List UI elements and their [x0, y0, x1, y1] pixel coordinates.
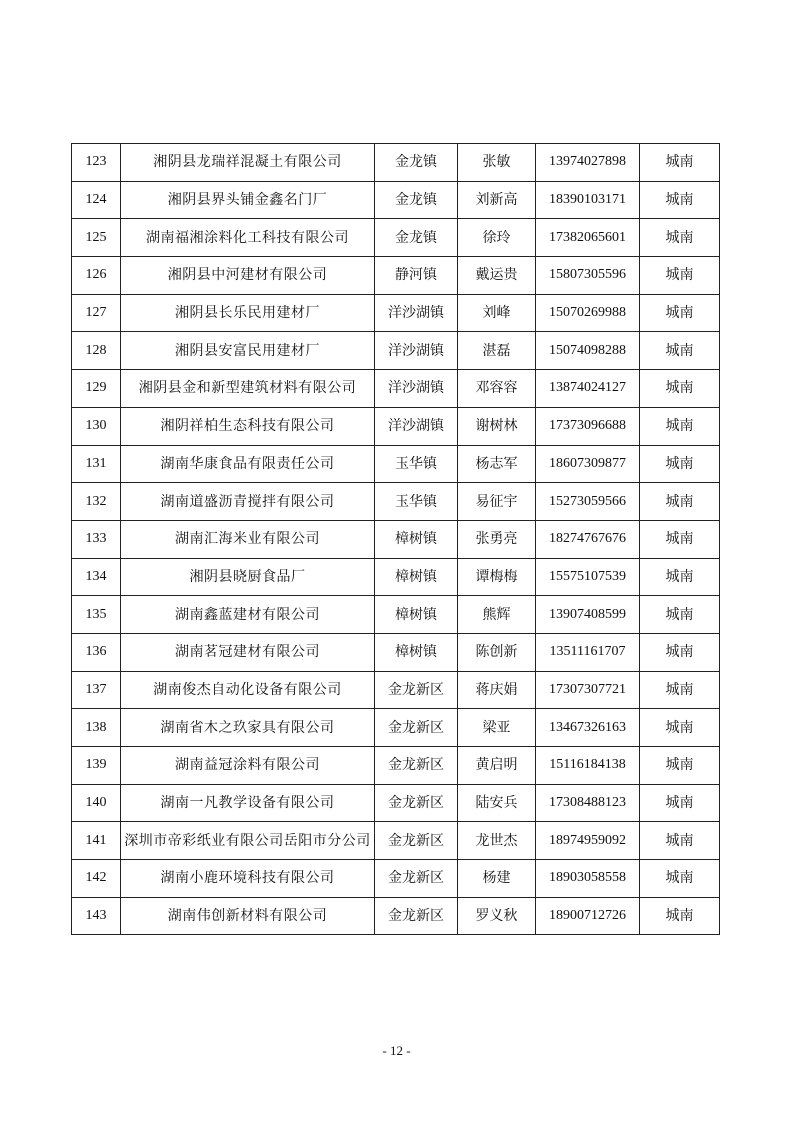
table-row	[72, 822, 720, 860]
phone-number-cell: 17382065601	[536, 219, 640, 257]
company-table-body	[72, 144, 720, 935]
table-row	[72, 897, 720, 935]
district-cell: 城南	[640, 144, 720, 182]
company-name-cell: 湖南一凡教学设备有限公司	[121, 784, 375, 822]
phone-number-cell: 18274767676	[536, 520, 640, 558]
phone-number-cell: 15070269988	[536, 294, 640, 332]
contact-person-cell: 杨建	[458, 860, 536, 898]
company-name-cell: 湘阴祥柏生态科技有限公司	[121, 407, 375, 445]
contact-person-cell: 易征宇	[458, 483, 536, 521]
company-name-cell: 湖南小鹿环境科技有限公司	[121, 860, 375, 898]
district-cell: 城南	[640, 181, 720, 219]
row-index-cell: 132	[72, 483, 121, 521]
town-cell: 金龙新区	[375, 822, 458, 860]
town-cell: 洋沙湖镇	[375, 332, 458, 370]
row-index-cell: 128	[72, 332, 121, 370]
row-index-cell: 129	[72, 370, 121, 408]
phone-number-cell: 15273059566	[536, 483, 640, 521]
contact-person-cell: 杨志军	[458, 445, 536, 483]
contact-person-cell: 刘新高	[458, 181, 536, 219]
town-cell: 樟树镇	[375, 633, 458, 671]
phone-number-cell: 13511161707	[536, 633, 640, 671]
phone-number-cell: 15074098288	[536, 332, 640, 370]
company-name-cell: 湖南益冠涂料有限公司	[121, 747, 375, 785]
company-name-cell: 湖南道盛沥青搅拌有限公司	[121, 483, 375, 521]
contact-person-cell: 谭梅梅	[458, 558, 536, 596]
contact-person-cell: 罗义秋	[458, 897, 536, 935]
row-index-cell: 140	[72, 784, 121, 822]
company-name-cell: 湘阴县金和新型建筑材料有限公司	[121, 370, 375, 408]
town-cell: 金龙镇	[375, 144, 458, 182]
town-cell: 樟树镇	[375, 520, 458, 558]
row-index-cell: 143	[72, 897, 121, 935]
row-index-cell: 133	[72, 520, 121, 558]
town-cell: 金龙新区	[375, 860, 458, 898]
phone-number-cell: 17373096688	[536, 407, 640, 445]
row-index-cell: 126	[72, 257, 121, 295]
town-cell: 玉华镇	[375, 483, 458, 521]
company-name-cell: 湘阴县界头铺金鑫名门厂	[121, 181, 375, 219]
contact-person-cell: 熊辉	[458, 596, 536, 634]
table-row	[72, 633, 720, 671]
district-cell: 城南	[640, 483, 720, 521]
phone-number-cell: 13907408599	[536, 596, 640, 634]
row-index-cell: 141	[72, 822, 121, 860]
company-name-cell: 湖南俊杰自动化设备有限公司	[121, 671, 375, 709]
phone-number-cell: 13874024127	[536, 370, 640, 408]
company-name-cell: 湘阴县安富民用建材厂	[121, 332, 375, 370]
row-index-cell: 136	[72, 633, 121, 671]
row-index-cell: 139	[72, 747, 121, 785]
district-cell: 城南	[640, 633, 720, 671]
company-name-cell: 湘阴县中河建材有限公司	[121, 257, 375, 295]
district-cell: 城南	[640, 747, 720, 785]
company-name-cell: 湖南茗冠建材有限公司	[121, 633, 375, 671]
row-index-cell: 127	[72, 294, 121, 332]
contact-person-cell: 谢树林	[458, 407, 536, 445]
table-row	[72, 671, 720, 709]
contact-person-cell: 蒋庆娟	[458, 671, 536, 709]
phone-number-cell: 13467326163	[536, 709, 640, 747]
table-row	[72, 257, 720, 295]
table-row	[72, 520, 720, 558]
row-index-cell: 138	[72, 709, 121, 747]
phone-number-cell: 15575107539	[536, 558, 640, 596]
company-name-cell: 湖南伟创新材料有限公司	[121, 897, 375, 935]
phone-number-cell: 17308488123	[536, 784, 640, 822]
table-row	[72, 332, 720, 370]
contact-person-cell: 刘峰	[458, 294, 536, 332]
district-cell: 城南	[640, 219, 720, 257]
row-index-cell: 137	[72, 671, 121, 709]
district-cell: 城南	[640, 558, 720, 596]
town-cell: 玉华镇	[375, 445, 458, 483]
table-row	[72, 370, 720, 408]
table-row	[72, 219, 720, 257]
company-name-cell: 湘阴县长乐民用建材厂	[121, 294, 375, 332]
town-cell: 静河镇	[375, 257, 458, 295]
district-cell: 城南	[640, 257, 720, 295]
contact-person-cell: 黄启明	[458, 747, 536, 785]
row-index-cell: 130	[72, 407, 121, 445]
district-cell: 城南	[640, 897, 720, 935]
row-index-cell: 123	[72, 144, 121, 182]
table-row	[72, 860, 720, 898]
contact-person-cell: 陆安兵	[458, 784, 536, 822]
table-row	[72, 144, 720, 182]
table-row	[72, 784, 720, 822]
town-cell: 金龙新区	[375, 747, 458, 785]
town-cell: 金龙新区	[375, 709, 458, 747]
phone-number-cell: 18607309877	[536, 445, 640, 483]
contact-person-cell: 陈创新	[458, 633, 536, 671]
town-cell: 洋沙湖镇	[375, 370, 458, 408]
district-cell: 城南	[640, 370, 720, 408]
table-row	[72, 445, 720, 483]
page-number: - 12 -	[382, 1043, 411, 1058]
row-index-cell: 125	[72, 219, 121, 257]
phone-number-cell: 18903058558	[536, 860, 640, 898]
district-cell: 城南	[640, 596, 720, 634]
company-name-cell: 湖南福湘涂料化工科技有限公司	[121, 219, 375, 257]
contact-person-cell: 龙世杰	[458, 822, 536, 860]
town-cell: 樟树镇	[375, 596, 458, 634]
district-cell: 城南	[640, 407, 720, 445]
row-index-cell: 135	[72, 596, 121, 634]
phone-number-cell: 18974959092	[536, 822, 640, 860]
company-name-cell: 深圳市帝彩纸业有限公司岳阳市分公司	[121, 822, 375, 860]
district-cell: 城南	[640, 709, 720, 747]
town-cell: 樟树镇	[375, 558, 458, 596]
phone-number-cell: 13974027898	[536, 144, 640, 182]
phone-number-cell: 18900712726	[536, 897, 640, 935]
company-name-cell: 湖南汇海米业有限公司	[121, 520, 375, 558]
table-row	[72, 709, 720, 747]
contact-person-cell: 湛磊	[458, 332, 536, 370]
district-cell: 城南	[640, 671, 720, 709]
district-cell: 城南	[640, 332, 720, 370]
table-row	[72, 294, 720, 332]
row-index-cell: 131	[72, 445, 121, 483]
contact-person-cell: 张敏	[458, 144, 536, 182]
table-row	[72, 407, 720, 445]
company-name-cell: 湖南鑫蓝建材有限公司	[121, 596, 375, 634]
phone-number-cell: 17307307721	[536, 671, 640, 709]
row-index-cell: 142	[72, 860, 121, 898]
town-cell: 金龙新区	[375, 897, 458, 935]
contact-person-cell: 张勇亮	[458, 520, 536, 558]
table-row	[72, 558, 720, 596]
town-cell: 洋沙湖镇	[375, 294, 458, 332]
row-index-cell: 124	[72, 181, 121, 219]
district-cell: 城南	[640, 294, 720, 332]
phone-number-cell: 15807305596	[536, 257, 640, 295]
company-name-cell: 湖南华康食品有限责任公司	[121, 445, 375, 483]
district-cell: 城南	[640, 860, 720, 898]
contact-person-cell: 邓容容	[458, 370, 536, 408]
district-cell: 城南	[640, 520, 720, 558]
town-cell: 金龙新区	[375, 671, 458, 709]
row-index-cell: 134	[72, 558, 121, 596]
contact-person-cell: 戴运贵	[458, 257, 536, 295]
company-table	[71, 143, 720, 935]
district-cell: 城南	[640, 822, 720, 860]
town-cell: 洋沙湖镇	[375, 407, 458, 445]
company-name-cell: 湘阴县龙瑞祥混凝土有限公司	[121, 144, 375, 182]
town-cell: 金龙新区	[375, 784, 458, 822]
table-row	[72, 181, 720, 219]
company-name-cell: 湘阴县晓厨食品厂	[121, 558, 375, 596]
contact-person-cell: 徐玲	[458, 219, 536, 257]
phone-number-cell: 15116184138	[536, 747, 640, 785]
table-row	[72, 596, 720, 634]
district-cell: 城南	[640, 784, 720, 822]
table-row	[72, 747, 720, 785]
company-name-cell: 湖南省木之玖家具有限公司	[121, 709, 375, 747]
contact-person-cell: 梁亚	[458, 709, 536, 747]
town-cell: 金龙镇	[375, 219, 458, 257]
table-row	[72, 483, 720, 521]
phone-number-cell: 18390103171	[536, 181, 640, 219]
district-cell: 城南	[640, 445, 720, 483]
town-cell: 金龙镇	[375, 181, 458, 219]
